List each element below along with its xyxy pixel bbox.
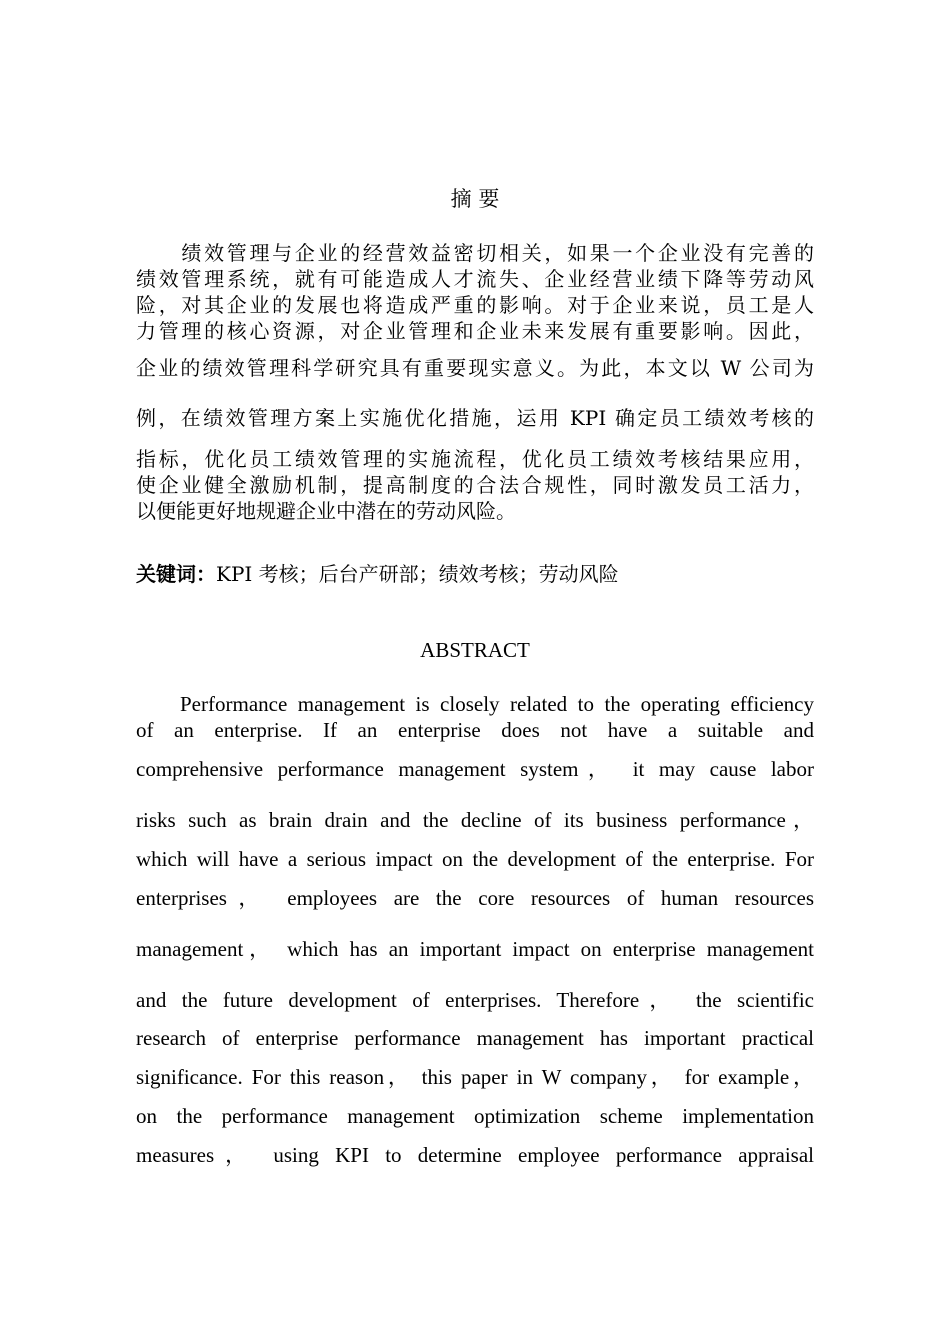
abstract-cn-line: 绩效管理系统，就有可能造成人才流失、企业经营业绩下降等劳动风	[136, 267, 814, 291]
abstract-cn-line: 力管理的核心资源，对企业管理和企业未来发展有重要影响。因此，	[136, 319, 814, 343]
abstract-en-line: research of enterprise performance management has important practical	[136, 1026, 814, 1050]
abstract-cn-line: 绩效管理与企业的经营效益密切相关，如果一个企业没有完善的	[136, 241, 814, 265]
abstract-en-line: measures， using KPI to determine employee performance appraisal	[136, 1143, 814, 1167]
keywords	[136, 561, 814, 587]
abstract-cn-line: 险，对其企业的发展也将造成严重的影响。对于企业来说，员工是人	[136, 293, 814, 317]
abstract-en-line: Performance management is closely related to the operating efficiency	[180, 692, 814, 716]
abstract-cn-line: 例，在绩效管理方案上实施优化措施，运用 KPI 确定员工绩效考核的	[136, 406, 814, 430]
abstract-en-line: of an enterprise. If an enterprise does not have a suitable and	[136, 718, 814, 742]
abstract-en-line: risks such as brain drain and the decline of its business performance，	[136, 808, 814, 832]
abstract-cn-title: 摘 要	[450, 187, 500, 211]
abstract-cn-line: 企业的绩效管理科学研究具有重要现实意义。为此，本文以 W 公司为	[136, 356, 814, 380]
abstract-cn-line: 以便能更好地规避企业中潜在的劳动风险。	[136, 499, 516, 523]
abstract-en-line: and the future development of enterprises. Therefore， the scientific	[136, 988, 814, 1012]
abstract-en-title: ABSTRACT	[420, 638, 530, 662]
abstract-en-line: on the performance management optimization scheme implementation	[136, 1104, 814, 1128]
abstract-cn-line: 指标，优化员工绩效管理的实施流程，优化员工绩效考核结果应用，	[136, 447, 814, 471]
abstract-en-line: enterprises， employees are the core resources of human resources	[136, 886, 814, 910]
keywords-label: 关键词：	[136, 562, 216, 586]
abstract-en-line: comprehensive performance management system， it may cause labor	[136, 757, 814, 781]
keywords-text: KPI 考核；后台产研部；绩效考核；劳动风险	[216, 562, 619, 586]
abstract-cn-line: 使企业健全激励机制，提高制度的合法合规性，同时激发员工活力，	[136, 473, 814, 497]
abstract-en-line: significance. For this reason， this paper in W company， for example，	[136, 1065, 814, 1089]
abstract-en-line: which will have a serious impact on the development of the enterprise. For	[136, 847, 814, 871]
abstract-en-line: management， which has an important impact on enterprise management	[136, 937, 814, 961]
